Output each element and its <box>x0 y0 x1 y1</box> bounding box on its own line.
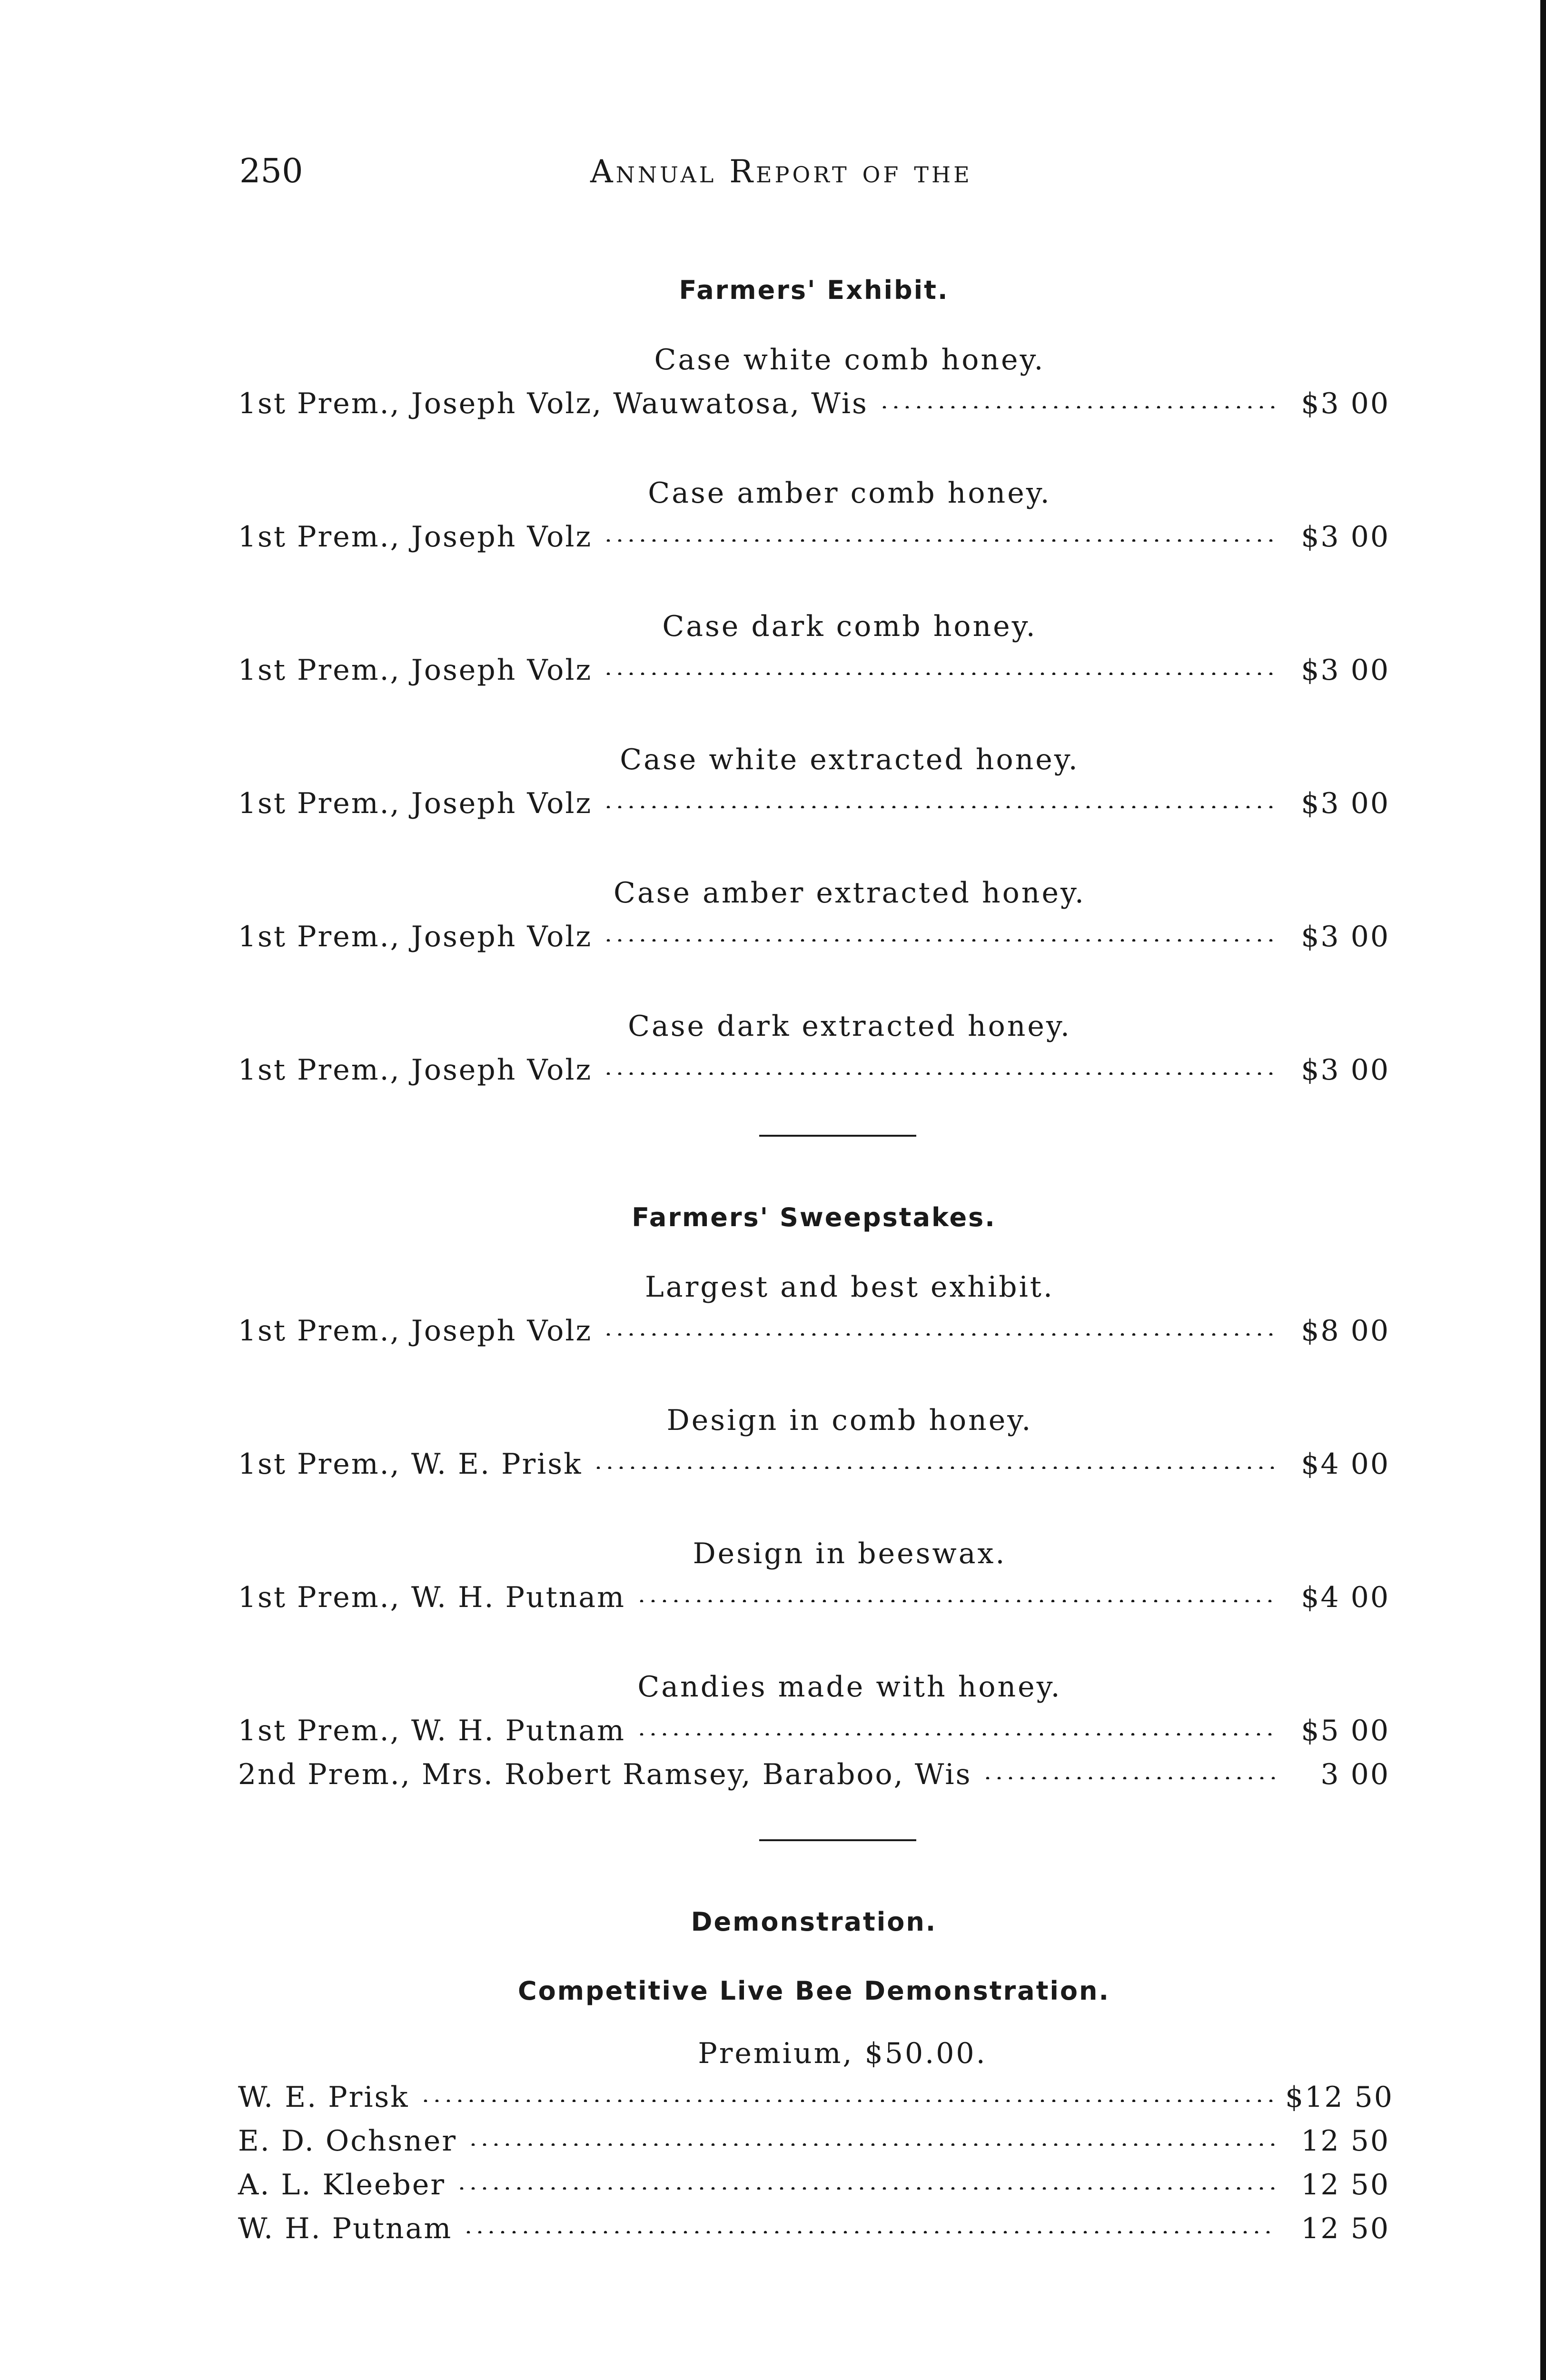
category-title: Design in beeswax. <box>693 1537 1007 1570</box>
category-largest-exhibit <box>238 1265 1390 1353</box>
dot-leader <box>593 1459 1275 1469</box>
demonstration-entry <box>238 2207 1390 2251</box>
category-dark-comb <box>238 605 1390 692</box>
entry-amount: $3 00 <box>1301 387 1390 420</box>
section-divider <box>759 1839 916 1841</box>
farmers-sweepstakes-title: Farmers' Sweepstakes. <box>632 1202 996 1232</box>
premium-entry <box>238 648 1390 692</box>
premium-entry <box>238 515 1390 559</box>
entry-amount: $3 00 <box>1301 520 1390 554</box>
category-white-extracted <box>238 738 1390 825</box>
dot-leader <box>420 2092 1275 2102</box>
category-title: Case dark comb honey. <box>662 610 1037 643</box>
category-title: Case white extracted honey. <box>620 743 1080 776</box>
section-divider <box>759 1135 916 1137</box>
category-title: Case dark extracted honey. <box>628 1010 1071 1043</box>
entry-label: E. D. Ochsner <box>238 2124 457 2158</box>
entry-amount: $8 00 <box>1301 1314 1390 1348</box>
dot-leader <box>463 2224 1275 2233</box>
category-title: Largest and best exhibit. <box>645 1270 1054 1304</box>
entry-amount: $12 50 <box>1285 2081 1394 2114</box>
category-amber-extracted <box>238 871 1390 959</box>
dot-leader <box>603 532 1275 542</box>
entry-amount: $3 00 <box>1301 920 1390 953</box>
entry-label: 1st Prem., Joseph Volz <box>238 920 593 953</box>
entry-amount: 12 50 <box>1301 2124 1390 2158</box>
dot-leader <box>603 665 1275 675</box>
category-design-beeswax <box>238 1532 1390 1619</box>
entry-amount: 12 50 <box>1301 2212 1390 2245</box>
entry-label: 1st Prem., Joseph Volz <box>238 787 593 820</box>
category-dark-extracted <box>238 1004 1390 1092</box>
entry-amount: 12 50 <box>1301 2168 1390 2202</box>
category-candies <box>238 1665 1390 1796</box>
page-content <box>238 267 1394 2251</box>
demonstration-title: Demonstration. <box>691 1907 937 1937</box>
category-design-comb <box>238 1398 1390 1486</box>
entry-amount: $3 00 <box>1301 654 1390 687</box>
premium-entry <box>238 1048 1390 1092</box>
running-head: Annual Report of the <box>590 153 972 190</box>
category-title: Case amber extracted honey. <box>614 876 1086 910</box>
entry-label: 1st Prem., Joseph Volz <box>238 1314 593 1348</box>
dot-leader <box>982 1770 1275 1779</box>
premium-entry <box>238 1709 1390 1753</box>
entry-label: 1st Prem., Joseph Volz <box>238 1053 593 1087</box>
page-header <box>0 151 1546 208</box>
dot-leader <box>879 399 1275 408</box>
category-title: Case amber comb honey. <box>648 476 1051 510</box>
dot-leader <box>603 932 1275 942</box>
category-amber-comb <box>238 471 1390 559</box>
entry-amount: $4 00 <box>1301 1448 1390 1481</box>
premium-entry <box>238 1576 1390 1619</box>
premium-entry <box>238 782 1390 825</box>
demonstration-subtitle: Competitive Live Bee Demonstration. <box>518 1976 1110 2006</box>
entry-label: 1st Prem., W. H. Putnam <box>238 1581 626 1614</box>
entry-amount: $4 00 <box>1301 1581 1390 1614</box>
dot-leader <box>467 2136 1275 2146</box>
category-title: Case white comb honey. <box>654 343 1045 377</box>
entry-amount: $3 00 <box>1301 1053 1390 1087</box>
dot-leader <box>636 1726 1275 1735</box>
entry-label: 1st Prem., W. E. Prisk <box>238 1448 583 1481</box>
entry-label: 1st Prem., Joseph Volz <box>238 654 593 687</box>
dot-leader <box>603 1065 1275 1075</box>
entry-label: A. L. Kleeber <box>238 2168 446 2202</box>
premium-entry <box>238 382 1390 426</box>
demonstration-entry <box>238 2075 1394 2119</box>
demonstration-entry <box>238 2119 1390 2163</box>
entry-label: W. E. Prisk <box>238 2081 409 2114</box>
premium-note: Premium, $50.00. <box>698 2037 987 2070</box>
dot-leader <box>636 1593 1275 1602</box>
premium-entry <box>238 1753 1390 1796</box>
dot-leader <box>456 2180 1275 2190</box>
dot-leader <box>603 1326 1275 1336</box>
entry-label: W. H. Putnam <box>238 2212 453 2245</box>
category-title: Candies made with honey. <box>637 1670 1062 1704</box>
entry-label: 1st Prem., W. H. Putnam <box>238 1714 626 1747</box>
category-white-comb <box>238 338 1390 426</box>
dot-leader <box>603 799 1275 808</box>
category-title: Design in comb honey. <box>666 1404 1033 1437</box>
entry-label: 1st Prem., Joseph Volz <box>238 520 593 554</box>
premium-entry <box>238 1442 1390 1486</box>
premium-entry <box>238 915 1390 959</box>
demonstration-entry <box>238 2163 1390 2207</box>
farmers-exhibit-title: Farmers' Exhibit. <box>679 275 949 305</box>
entry-label: 2nd Prem., Mrs. Robert Ramsey, Baraboo, Wis <box>238 1758 972 1791</box>
entry-amount: 3 00 <box>1320 1758 1390 1791</box>
scan-right-edge <box>1540 0 1546 2380</box>
entry-label: 1st Prem., Joseph Volz, Wauwatosa, Wis <box>238 387 868 420</box>
entry-amount: $3 00 <box>1301 787 1390 820</box>
entry-amount: $5 00 <box>1301 1714 1390 1747</box>
premium-entry <box>238 1309 1390 1353</box>
page-number: 250 <box>239 151 303 190</box>
